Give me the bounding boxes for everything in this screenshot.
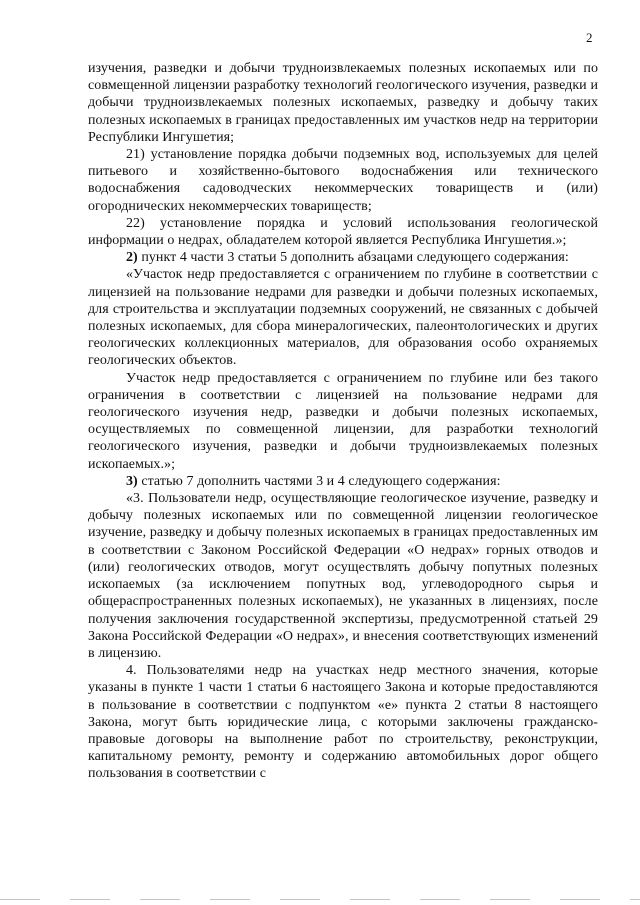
paragraph-6 — [88, 370, 598, 473]
paragraph-2 — [88, 146, 598, 215]
scan-edge-divider — [0, 899, 640, 900]
paragraph-9-text: 4. Пользователями недр на участках недр местного значения, которые указаны в пункте 1 части 1 статьи 6 настоящего Закона и которые предоставляются в пользование в соответствии с подпунктом «е» пункта 2 статьи 8 настоящего Закона, могут быть юридические лица, с которыми заключены гражданско-правовые договоры на выполнение работ по строительству, реконструкции, капитальному ремонту, ремонту и содержанию автомобильных дорог общего пользования в соответствии с — [88, 663, 598, 782]
paragraph-4-marker: 2) — [126, 250, 138, 266]
page-number: 2 — [586, 30, 593, 45]
paragraph-1-text: изучения, разведки и добычи трудноизвлекаемых полезных ископаемых или по совмещенной лицензии разработку технологий геологического изучения, разведки и добычи трудноизвлекаемых полезных ископаемых, разведку и добычу таких полезных ископаемых в границах предоставленных им участков недр на территории Республики Ингушетия; — [88, 61, 598, 145]
paragraph-4 — [88, 249, 598, 266]
paragraph-7 — [88, 473, 598, 490]
document-body — [88, 60, 598, 783]
paragraph-4-text: пункт 4 части 3 статьи 5 дополнить абзацами следующего содержания: — [137, 250, 569, 266]
paragraph-1 — [88, 60, 598, 146]
paragraph-8-text: «3. Пользователи недр, осуществляющие геологическое изучение, разведку и добычу полезных ископаемых или по совмещенной лицензии геологическое изучение, разведку и добычу полезных ископаемых в границах предоставленных им в соответствии с Законом Российской Федерации «О недрах» горных отводов и (или) геологических отводов, могут осуществлять добычу попутных полезных ископаемых (за исключением попутных вод, углеводородного сырья и общераспространенных полезных ископаемых), не указанных в лицензиях, после получения заключения государственной экспертизы, предусмотренной статьей 29 Закона Российской Федерации «О недрах», и внесения соответствующих изменений в лицензию. — [88, 491, 598, 661]
paragraph-7-text: статью 7 дополнить частями 3 и 4 следующего содержания: — [137, 473, 501, 489]
paragraph-8 — [88, 490, 598, 662]
paragraph-5 — [88, 266, 598, 369]
paragraph-6-text: Участок недр предоставляется с ограничением по глубине или без такого ограничения в соответствии с лицензией на пользование недрами для геологического изучения недр, разведки и добычи полезных ископаемых, осуществляемых по совмещенной лицензии, для разработки технологий геологического изучения, разведки и добычи трудноизвлекаемых полезных ископаемых.»; — [88, 370, 598, 472]
paragraph-2-text: 21) установление порядка добычи подземных вод, используемых для целей питьевого и хозяйственно-бытового водоснабжения или технического водоснабжения садоводческих некоммерческих товариществ и (или) огороднических некоммерческих товариществ; — [88, 147, 598, 214]
paragraph-3 — [88, 215, 598, 249]
paragraph-7-marker: 3) — [126, 473, 138, 489]
paragraph-5-text: «Участок недр предоставляется с ограничением по глубине в соответствии с лицензией на пользование недрами для разведки и добычи полезных ископаемых, для строительства и эксплуатации подземных сооружений, не связанных с добычей полезных ископаемых, для сбора минералогических, палеонтологических и других геологических коллекционных материалов, для образования особо охраняемых геологических объектов. — [88, 267, 598, 369]
paragraph-9 — [88, 662, 598, 782]
paragraph-3-text: 22) установление порядка и условий использования геологической информации о недрах, обладателем которой является Республика Ингушетия.»; — [88, 215, 598, 249]
